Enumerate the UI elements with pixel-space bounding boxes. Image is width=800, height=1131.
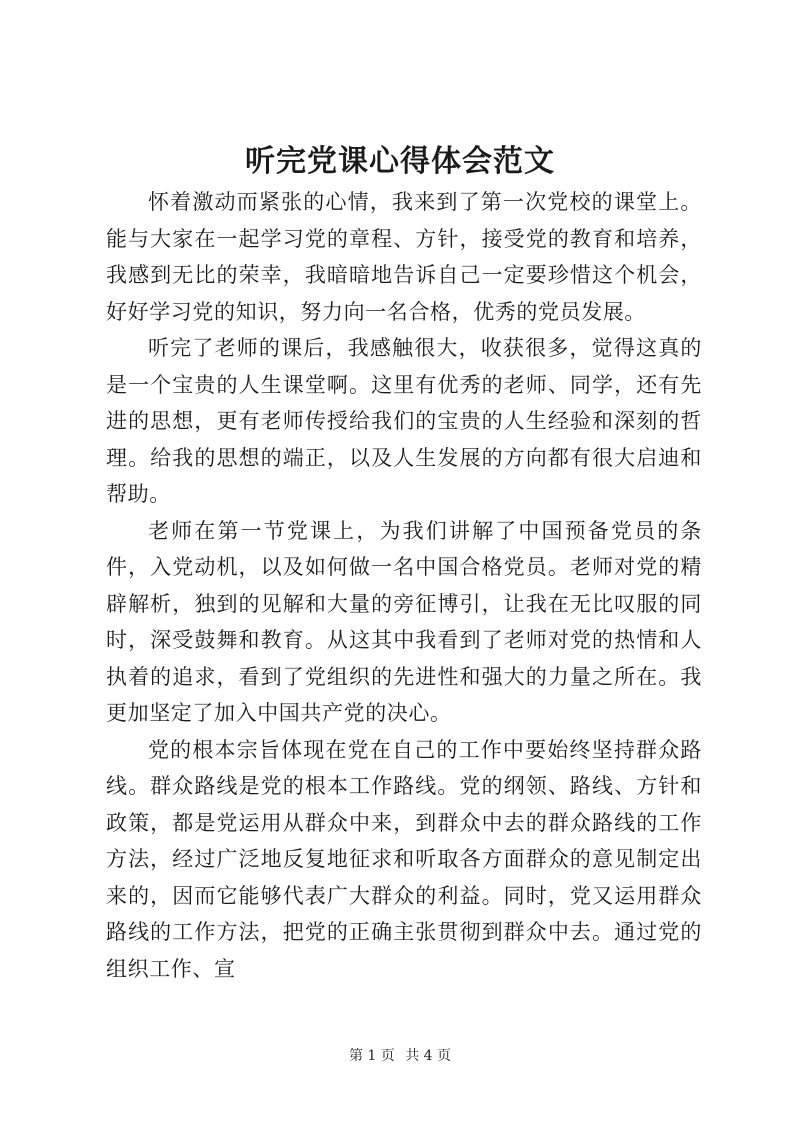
paragraph-3: 老师在第一节党课上，为我们讲解了中国预备党员的条件，入党动机，以及如何做一名中国合格党员。老师对党的精辟解析，独到的见解和大量的旁征博引，让我在无比叹服的同时，深受鼓舞和教育。从这其中我看到了老师对党的热情和人执着的追求，看到了党组织的先进性和强大的力量之所在。我更加坚定了加入中国共产党的决心。 — [106, 518, 702, 725]
page-footer — [0, 1046, 800, 1066]
paragraph-1: 怀着激动而紧张的心情，我来到了第一次党校的课堂上。能与大家在一起学习党的章程、方针，接受党的教育和培养，我感到无比的荣幸，我暗暗地告诉自己一定要珍惜这个机会，好好学习党的知识，努力向一名合格，优秀的党员发展。 — [106, 190, 702, 324]
paragraph-4: 党的根本宗旨体现在党在自己的工作中要始终坚持群众路线。群众路线是党的根本工作路线。党的纲领、路线、方针和政策，都是党运用从群众中来，到群众中去的群众路线的工作方法，经过广泛地反复地征求和听取各方面群众的意见制定出来的，因而它能够代表广大群众的利益。同时，党又运用群众路线的工作方法，把党的正确主张贯彻到群众中去。通过党的组织工作、宣 — [106, 737, 702, 981]
document-title: 听完党课心得体会范文 — [245, 144, 555, 179]
paragraph-2: 听完了老师的课后，我感触很大，收获很多，觉得这真的是一个宝贵的人生课堂啊。这里有优秀的老师、同学，还有先进的思想，更有老师传授给我们的宝贵的人生经验和深刻的哲理。给我的思想的端正，以及人生发展的方向都有很大启迪和帮助。 — [106, 336, 702, 506]
page-total: 共 4 页 — [405, 1048, 452, 1064]
page-number: 第 1 页 — [348, 1048, 395, 1064]
document-body — [106, 184, 702, 987]
